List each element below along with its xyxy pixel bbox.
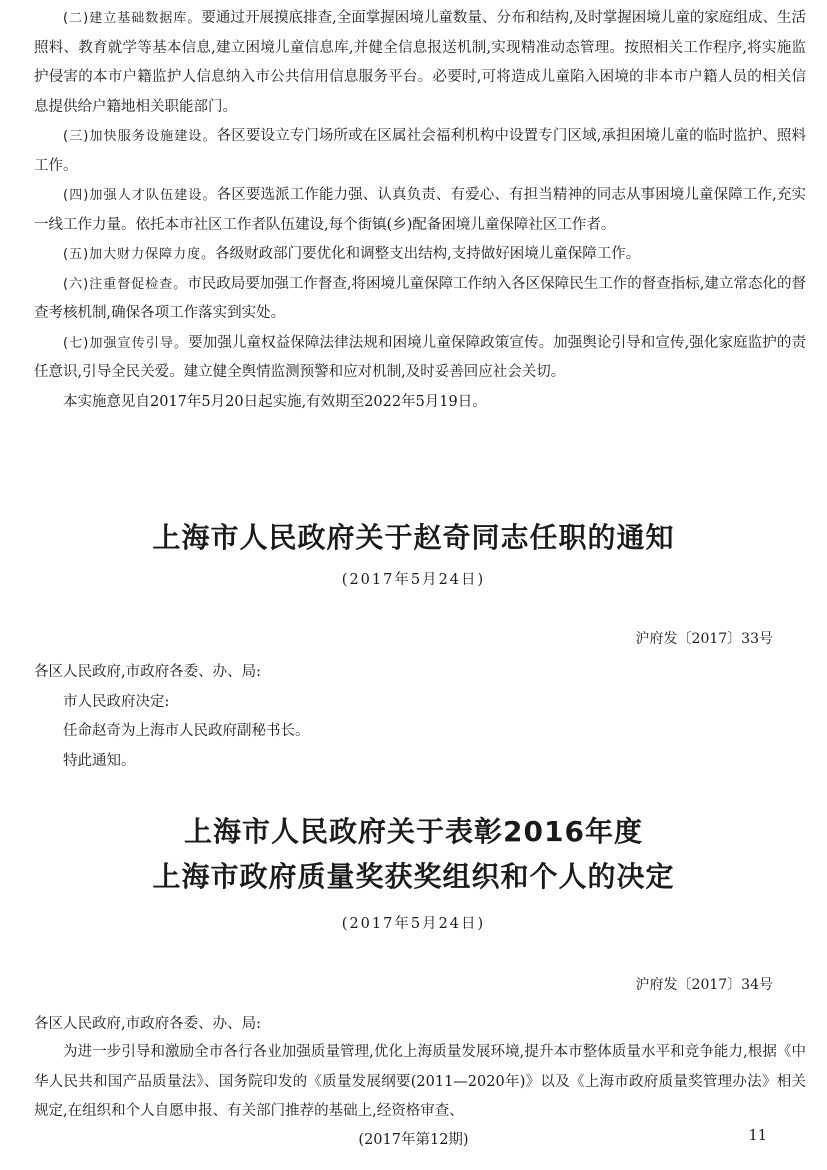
paragraph-text: 各级财政部门要优化和调整支出结构,支持做好困境儿童保障工作。 xyxy=(215,246,641,262)
paragraph-text: 市民政局要加强工作督查,将困境儿童保障工作纳入各区保障民生工作的督查指标,建立常态化的督查考核机制,确保各项工作落实到实处。 xyxy=(34,275,806,321)
notice2-title-line1: 上海市人民政府关于表彰2016年度 xyxy=(184,815,643,848)
notice1-date: (2017年5月24日) xyxy=(341,572,486,588)
notice1-title: 上海市人民政府关于赵奇同志任职的通知 xyxy=(152,521,675,554)
paragraph-talent xyxy=(34,181,806,240)
notice1-line: 任命赵奇为上海市人民政府副秘书长。 xyxy=(63,723,310,739)
paragraph-lead: (三)加快服务设施建设。 xyxy=(63,129,217,144)
paragraph-effective-date xyxy=(34,388,806,418)
paragraph-finance xyxy=(34,240,806,270)
paragraph-lead: (四)加强人才队伍建设。 xyxy=(63,188,217,203)
paragraph-lead: (二)建立基础数据库。 xyxy=(63,11,202,26)
paragraph-database xyxy=(34,4,806,122)
footer-issue: (2017年第12期) xyxy=(358,1132,469,1148)
implementation-opinion-continuation xyxy=(34,4,806,417)
notice2-paragraph: 为进一步引导和激励全市各行各业加强质量管理,优化上海质量发展环境,提升本市整体质量水平和竞争能力,根据《中华人民共和国产品质量法》、国务院印发的《质量发展纲要(2011—2020年)》以及《上海市政府质量奖管理办法》相关规定,在组织和个人自愿申报、有关部门推荐的基础上,经资格审查、 xyxy=(34,1044,806,1119)
notice1-doc-number: 沪府发〔2017〕33号 xyxy=(635,631,773,647)
paragraph-facilities xyxy=(34,122,806,181)
notice2-date: (2017年5月24日) xyxy=(341,916,486,932)
paragraph-publicity xyxy=(34,329,806,388)
paragraph-text: 各区要选派工作能力强、认真负责、有爱心、有担当精神的同志从事困境儿童保障工作,充实一线工作力量。依托本市社区工作者队伍建设,每个街镇(乡)配备困境儿童保障社区工作者。 xyxy=(34,187,806,233)
paragraph-lead: (六)注重督促检查。 xyxy=(63,276,188,292)
notice2-body xyxy=(34,1038,806,1127)
paragraph-lead: (七)加强宣传引导。 xyxy=(63,335,189,351)
notice2-doc-number: 沪府发〔2017〕34号 xyxy=(635,977,773,993)
paragraph-text: 要通过开展摸底排查,全面掌握困境儿童数量、分布和结构,及时掌握困境儿童的家庭组成、生活照料、教育就学等基本信息,建立困境儿童信息库,并健全信息报送机制,实现精准动态管理。按照相关工作程序,将实施监护侵害的本市户籍监护人信息纳入市公共信用信息服务平台。必要时,可将造成儿童陷入困境的非本市户籍人员的相关信息提供给户籍地相关职能部门。 xyxy=(34,10,806,115)
notice1-addressee: 各区人民政府,市政府各委、办、局: xyxy=(34,664,261,680)
page-number: 11 xyxy=(748,1128,767,1144)
paragraph-supervision xyxy=(34,270,806,329)
paragraph-lead: (五)加大财力保障力度。 xyxy=(63,247,216,262)
notice2-addressee: 各区人民政府,市政府各委、办、局: xyxy=(34,1016,261,1032)
paragraph-text: 各区要设立专门场所或在区属社会福利机构中设置专门区域,承担困境儿童的临时监护、照料工作。 xyxy=(34,128,806,174)
paragraph-text: 本实施意见自2017年5月20日起实施,有效期至2022年5月19日。 xyxy=(63,393,487,410)
notice2-title-line2: 上海市政府质量奖获奖组织和个人的决定 xyxy=(152,860,675,893)
notice1-line: 特此通知。 xyxy=(63,753,136,769)
paragraph-text: 要加强儿童权益保障法律法规和困境儿童保障政策宣传。加强舆论引导和宣传,强化家庭监护的责任意识,引导全民关爱。建立健全舆情监测预警和应对机制,及时妥善回应社会关切。 xyxy=(34,334,806,380)
notice1-line: 市人民政府决定: xyxy=(63,694,170,710)
